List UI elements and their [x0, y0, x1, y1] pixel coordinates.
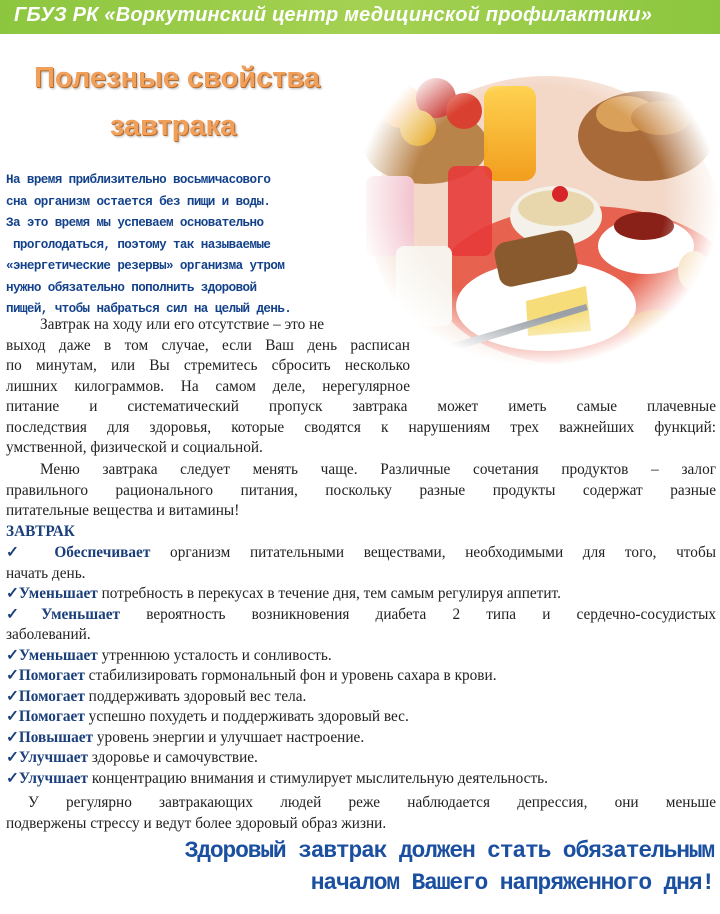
- benefits-list: [6, 543, 716, 789]
- intro-line: «энергетические резервы» организма утром: [6, 259, 285, 273]
- paragraph-line: лишних килограммов. На самом деле, нерегулярное: [6, 377, 410, 395]
- page-title-line2: завтрака: [109, 110, 237, 142]
- intro-line: За это время мы успеваем основательно: [6, 216, 264, 230]
- list-item: ✓Помогает поддерживать здоровый вес тела.: [6, 687, 307, 705]
- check-icon: ✓: [6, 769, 19, 787]
- menu-paragraph: [6, 460, 716, 522]
- paragraph-line: Завтрак на ходу или его отсутствие – это не: [40, 316, 325, 333]
- intro-line: пищей, чтобы набраться сил на целый день.: [6, 302, 292, 316]
- intro-line: проголодаться, поэтому так называемые: [6, 237, 271, 252]
- list-item: ✓Повышает уровень энергии и улучшает настроение.: [6, 728, 365, 746]
- page-title-line1: Полезные свойства: [34, 62, 320, 94]
- check-icon: ✓: [6, 667, 19, 684]
- list-item: ✓Помогает успешно похудеть и поддерживать здоровый вес.: [6, 708, 409, 725]
- breakfast-skipping-paragraph: [6, 315, 716, 459]
- paragraph-line: питание и систематический пропуск завтрака может иметь самые плачевные: [6, 398, 716, 415]
- list-item: ✓Улучшает концентрацию внимания и стимулирует мыслительную деятельность.: [6, 769, 548, 787]
- check-icon: ✓: [6, 605, 42, 623]
- slogan-line1: Здоровый завтрак должен стать обязательным: [184, 838, 714, 864]
- header-banner: [0, 0, 720, 34]
- intro-line: сна организм остается без пищи и воды.: [6, 194, 271, 209]
- paragraph-line: умственной, физической и социальной.: [6, 439, 263, 456]
- list-item: ✓Уменьшает потребность в перекусах в течение дня, тем самым регулируя аппетит.: [6, 585, 561, 602]
- check-icon: ✓: [6, 585, 19, 602]
- list-item: ✓ Обеспечивает организм питательными веществами, необходимыми для того, чтобы начать день.: [6, 544, 716, 582]
- paragraph-line: питательные вещества и витамины!: [6, 502, 240, 519]
- header-title: ГБУЗ РК «Воркутинский центр медицинской профилактики»: [14, 4, 653, 26]
- slogan-line2: началом Вашего напряженного дня!: [310, 870, 714, 896]
- paragraph-line: У регулярно завтракающих людей реже наблюдается депрессия, они меньше: [28, 794, 716, 811]
- check-icon: ✓: [6, 646, 19, 664]
- check-icon: ✓: [6, 728, 19, 746]
- paragraph-line: выход даже в том случае, если Ваш день расписан: [6, 336, 410, 354]
- list-item: ✓Улучшает здоровье и самочувствие.: [6, 749, 258, 766]
- check-icon: ✓: [6, 544, 35, 561]
- list-item: ✓Уменьшает вероятность возникновения диабета 2 типа и сердечно-сосудистых заболеваний.: [6, 605, 716, 643]
- depression-paragraph: [6, 793, 716, 834]
- list-item: ✓Уменьшает утреннюю усталость и сонливость.: [6, 646, 332, 664]
- paragraph-line: последствия для здоровья, которые сводятся к нарушениям трех важнейших функций:: [6, 418, 716, 436]
- list-item: ✓Помогает стабилизировать гормональный фон и уровень сахара в крови.: [6, 667, 497, 684]
- paragraph-line: по минутам, или Вы стремитесь сбросить несколько: [6, 357, 410, 374]
- check-icon: ✓: [6, 749, 19, 766]
- intro-line: нужно обязательно пополнить здоровой: [6, 280, 257, 295]
- intro-paragraph: [6, 170, 390, 321]
- paragraph-line: правильного рационального питания, поскольку разные продукты содержат разные: [6, 481, 716, 499]
- section-title: ЗАВТРАК: [6, 523, 75, 540]
- intro-line: На время приблизительно восьмичасового: [6, 173, 271, 187]
- check-icon: ✓: [6, 687, 19, 705]
- paragraph-line: подвержены стрессу и ведут более здоровый образ жизни.: [6, 814, 387, 832]
- check-icon: ✓: [6, 708, 19, 725]
- paragraph-line: Меню завтрака следует менять чаще. Различные сочетания продуктов – залог: [40, 461, 716, 478]
